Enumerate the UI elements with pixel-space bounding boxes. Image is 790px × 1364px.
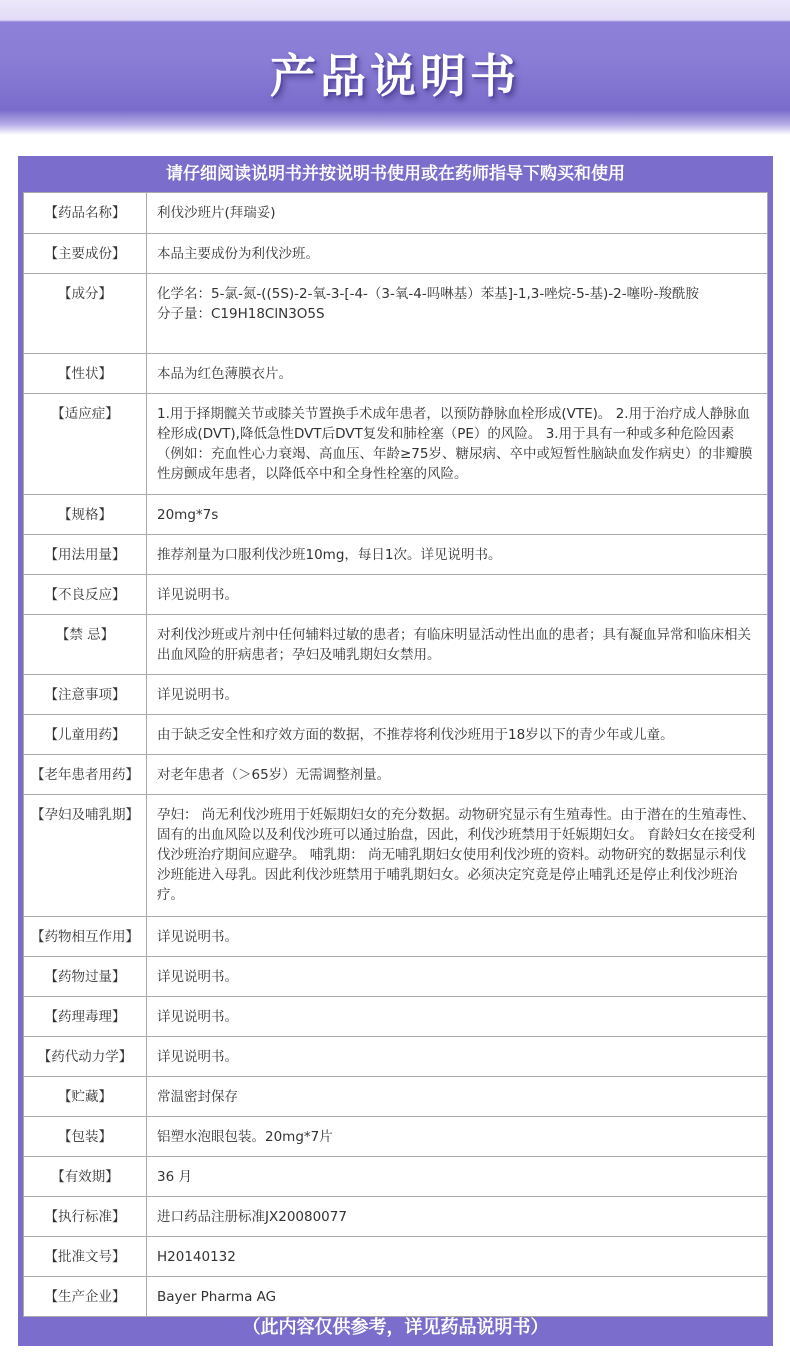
row-label: 【包装】 <box>24 1117 147 1157</box>
row-value: 铝塑水泡眼包装。20mg*7片 <box>147 1117 768 1157</box>
spec-table <box>23 192 768 1317</box>
row-label: 【禁 忌】 <box>24 615 147 675</box>
row-value: 本品为红色薄膜衣片。 <box>147 354 768 394</box>
instruction-sheet <box>18 156 773 1346</box>
table-row <box>24 1077 768 1117</box>
title-banner <box>0 0 790 135</box>
row-label: 【用法用量】 <box>24 535 147 575</box>
row-label: 【药物相互作用】 <box>24 917 147 957</box>
row-label: 【不良反应】 <box>24 575 147 615</box>
row-value: 进口药品注册标准JX20080077 <box>147 1197 768 1237</box>
table-row <box>24 997 768 1037</box>
row-value: 常温密封保存 <box>147 1077 768 1117</box>
table-row <box>24 234 768 274</box>
row-value: 由于缺乏安全性和疗效方面的数据，不推荐将利伐沙班用于18岁以下的青少年或儿童。 <box>147 715 768 755</box>
table-row <box>24 755 768 795</box>
row-value: 对利伐沙班或片剂中任何辅料过敏的患者；有临床明显活动性出血的患者；具有凝血异常和临床相关出血风险的肝病患者；孕妇及哺乳期妇女禁用。 <box>147 615 768 675</box>
row-label: 【性状】 <box>24 354 147 394</box>
row-value: 详见说明书。 <box>147 917 768 957</box>
row-label: 【批准文号】 <box>24 1237 147 1277</box>
row-value: Bayer Pharma AG <box>147 1277 768 1317</box>
row-label: 【孕妇及哺乳期】 <box>24 795 147 917</box>
row-value: 详见说明书。 <box>147 575 768 615</box>
row-value: H20140132 <box>147 1237 768 1277</box>
table-row <box>24 354 768 394</box>
row-label: 【儿童用药】 <box>24 715 147 755</box>
table-row <box>24 1197 768 1237</box>
row-value: 详见说明书。 <box>147 1037 768 1077</box>
row-label: 【有效期】 <box>24 1157 147 1197</box>
molecular-formula: 分子量：C19H18ClN3O5S <box>157 306 325 322</box>
table-row <box>24 957 768 997</box>
table-row <box>24 615 768 675</box>
row-label: 【规格】 <box>24 495 147 535</box>
row-value <box>147 274 768 354</box>
table-row <box>24 193 768 234</box>
usage-notice: 请仔细阅读说明书并按说明书使用或在药师指导下购买和使用 <box>166 164 625 184</box>
table-row <box>24 535 768 575</box>
row-label: 【药物过量】 <box>24 957 147 997</box>
table-row <box>24 795 768 917</box>
table-row <box>24 1237 768 1277</box>
reference-disclaimer: （此内容仅供参考，详见药品说明书） <box>242 1317 549 1338</box>
row-value: 孕妇： 尚无利伐沙班用于妊娠期妇女的充分数据。动物研究显示有生殖毒性。由于潜在的生殖毒性、固有的出血风险以及利伐沙班可以通过胎盘，因此，利伐沙班禁用于妊娠期妇女。 育龄妇女在接受利伐沙班治疗期间应避孕。 哺乳期： 尚无哺乳期妇女使用利伐沙班的资料。动物研究的数据显示利伐沙班能进入母乳。因此利伐沙班禁用于哺乳期妇女。必须决定究竟是停止哺乳还是停止利伐沙班治疗。 <box>147 795 768 917</box>
table-row <box>24 575 768 615</box>
row-value: 20mg*7s <box>147 495 768 535</box>
row-label: 【成分】 <box>24 274 147 354</box>
table-row <box>24 917 768 957</box>
row-value: 推荐剂量为口服利伐沙班10mg，每日1次。详见说明书。 <box>147 535 768 575</box>
row-label: 【注意事项】 <box>24 675 147 715</box>
row-value: 1.用于择期髋关节或膝关节置换手术成年患者，以预防静脉血栓形成(VTE)。 2.用于治疗成人静脉血栓形成(DVT),降低急性DVT后DVT复发和肺栓塞（PE）的风险。 3.用于具有一种或多种危险因素（例如：充血性心力衰竭、高血压、年龄≥75岁、糖尿病、卒中或短暂性脑缺血发作病史）的非瓣膜性房颤成年患者，以降低卒中和全身性栓塞的风险。 <box>147 394 768 495</box>
row-label: 【适应症】 <box>24 394 147 495</box>
row-label: 【药品名称】 <box>24 193 147 234</box>
table-row <box>24 394 768 495</box>
table-row <box>24 715 768 755</box>
row-label: 【生产企业】 <box>24 1277 147 1317</box>
row-label: 【药理毒理】 <box>24 997 147 1037</box>
row-value: 利伐沙班片(拜瑞妥) <box>147 193 768 234</box>
table-row <box>24 495 768 535</box>
row-label: 【执行标准】 <box>24 1197 147 1237</box>
row-value: 详见说明书。 <box>147 957 768 997</box>
table-row <box>24 1157 768 1197</box>
page-title: 产品说明书 <box>270 49 520 103</box>
row-value: 对老年患者（＞65岁）无需调整剂量。 <box>147 755 768 795</box>
row-label: 【老年患者用药】 <box>24 755 147 795</box>
row-label: 【贮藏】 <box>24 1077 147 1117</box>
row-value: 本品主要成份为利伐沙班。 <box>147 234 768 274</box>
chemical-name: 化学名：5-氯-氮-((5S)-2-氧-3-[-4-（3-氧-4-吗啉基）苯基]-1,3-唑烷-5-基)-2-噻吩-羧酰胺 <box>157 286 699 302</box>
table-row <box>24 1117 768 1157</box>
table-row <box>24 675 768 715</box>
row-label: 【主要成份】 <box>24 234 147 274</box>
table-row <box>24 1037 768 1077</box>
row-value: 详见说明书。 <box>147 997 768 1037</box>
row-value: 详见说明书。 <box>147 675 768 715</box>
row-value: 36 月 <box>147 1157 768 1197</box>
row-label: 【药代动力学】 <box>24 1037 147 1077</box>
table-row <box>24 274 768 354</box>
